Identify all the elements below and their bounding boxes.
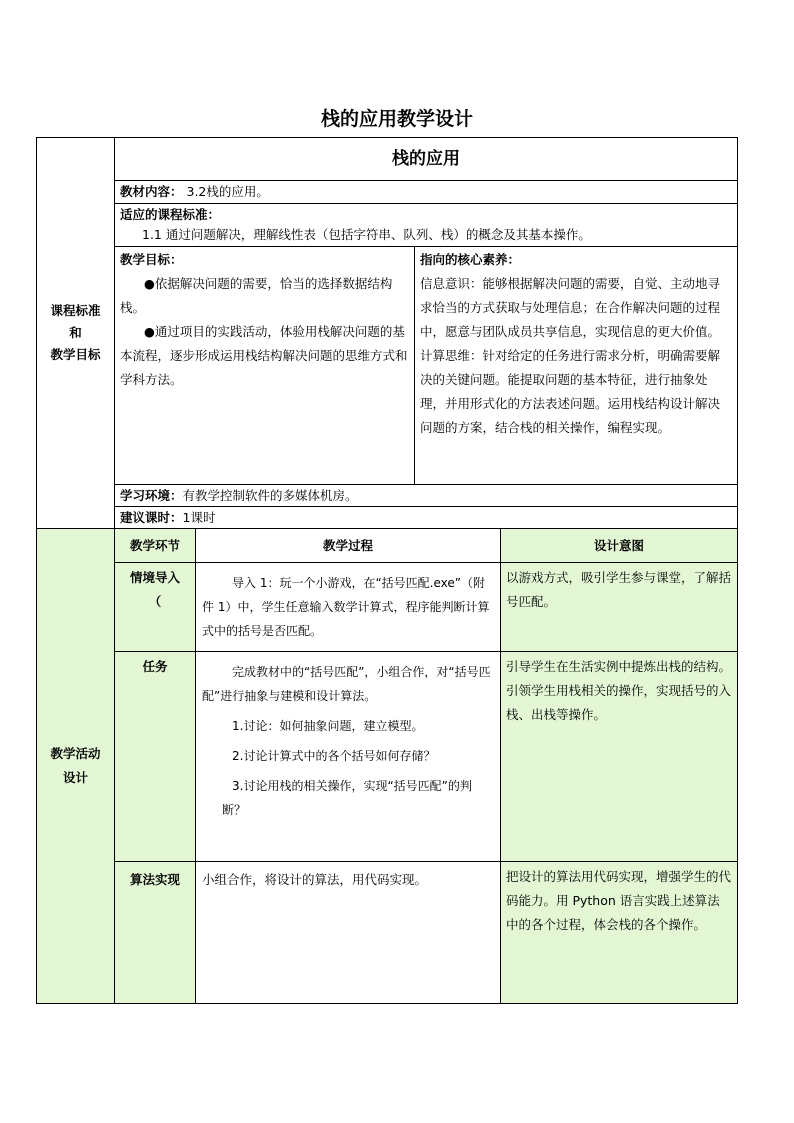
- intent-cell: 以游戏方式，吸引学生参与课堂，了解括号匹配。: [501, 563, 738, 652]
- process-text: 3.讨论用栈的相关操作，实现“括号匹配”的判断？: [222, 779, 472, 817]
- label-line: 和: [69, 325, 82, 340]
- hours-label: 建议课时：: [120, 510, 183, 525]
- lesson-title: 栈的应用: [115, 138, 738, 181]
- goals-label: 教学目标：: [120, 252, 183, 267]
- teaching-goals-cell: [115, 247, 415, 485]
- label-line: 课程标准: [50, 303, 101, 318]
- process-text: 2.讨论计算式中的各个括号如何存储？: [232, 749, 436, 763]
- process-cell: [196, 652, 501, 862]
- material-row: [115, 181, 738, 204]
- process-cell: [196, 862, 501, 1004]
- env-label: 学习环境：: [120, 488, 183, 503]
- literacy-item: 计算思维：针对给定的任务进行需求分析，明确需要解决的关键问题。能提取问题的基本特征，进行抽象处理，并用形式化的方法表述问题。运用栈结构设计解决问题的方案，结合栈的相关操作，编程实现。: [420, 348, 721, 435]
- literacy-label: 指向的核心素养：: [420, 252, 521, 267]
- process-text: 小组合作，将设计的算法，用代码实现。: [202, 872, 428, 887]
- process-text: 导入 1：玩一个小游戏，在“括号匹配.exe”（附件 1）中，学生任意输入数学计算式，程序能判断计算式中的括号是否匹配。: [202, 576, 490, 638]
- hours-value: 1课时: [182, 510, 216, 525]
- standard-row: [115, 204, 738, 247]
- stage-line: 情境导入: [129, 570, 180, 585]
- process-text: 1.讨论：如何抽象问题，建立模型。: [232, 719, 424, 733]
- activity-design-label-cell: [37, 529, 115, 1004]
- header-stage: 教学环节: [115, 529, 196, 563]
- standard-label: 适应的课程标准：: [120, 207, 221, 222]
- stage-line: （: [148, 594, 162, 609]
- header-process: 教学过程: [196, 529, 501, 563]
- label-line: 教学活动: [50, 746, 101, 761]
- material-label: 教材内容：: [120, 184, 183, 199]
- material-value: 3.2栈的应用。: [182, 184, 269, 199]
- goal-item: ●通过项目的实践活动，体验用栈解决问题的基本流程，逐步形成运用栈结构解决问题的思维方式和学科方法。: [120, 324, 408, 387]
- label-line: 设计: [62, 770, 88, 785]
- stage-cell: [115, 862, 196, 1004]
- process-cell: [196, 563, 501, 652]
- env-value: 有教学控制软件的多媒体机房。: [182, 488, 358, 503]
- stage-line: 任务: [142, 659, 168, 674]
- intent-cell: 把设计的算法用代码实现，增强学生的代码能力。用 Python 语言实践上述算法中的各个过程，体会栈的各个操作。: [501, 862, 738, 1004]
- intent-cell: 引导学生在生活实例中提炼出栈的结构。引领学生用栈相关的操作，实现括号的入栈、出栈等操作。: [501, 652, 738, 862]
- stage-cell: [115, 563, 196, 652]
- environment-row: [115, 485, 738, 507]
- label-line: 教学目标: [50, 347, 101, 362]
- core-literacy-cell: [415, 247, 738, 485]
- header-intent: 设计意图: [501, 529, 738, 563]
- lesson-plan-table: [36, 137, 738, 1004]
- hours-row: [115, 507, 738, 529]
- process-text: 完成教材中的“括号匹配”，小组合作，对“括号匹配”进行抽象与建模和设计算法。: [202, 665, 491, 703]
- standards-goals-label-cell: [37, 138, 115, 529]
- stage-cell: [115, 652, 196, 862]
- standard-value: 1.1 通过问题解决，理解线性表（包括字符串、队列、栈）的概念及其基本操作。: [142, 227, 591, 242]
- goal-item: ●依据解决问题的需要，恰当的选择数据结构栈。: [120, 276, 393, 315]
- stage-line: 算法实现: [129, 872, 180, 887]
- literacy-item: 信息意识：能够根据解决问题的需要，自觉、主动地寻求恰当的方式获取与处理信息；在合作解决问题的过程中，愿意与团队成员共享信息，实现信息的更大价值。: [420, 276, 721, 339]
- document-title: 栈的应用教学设计: [320, 108, 473, 130]
